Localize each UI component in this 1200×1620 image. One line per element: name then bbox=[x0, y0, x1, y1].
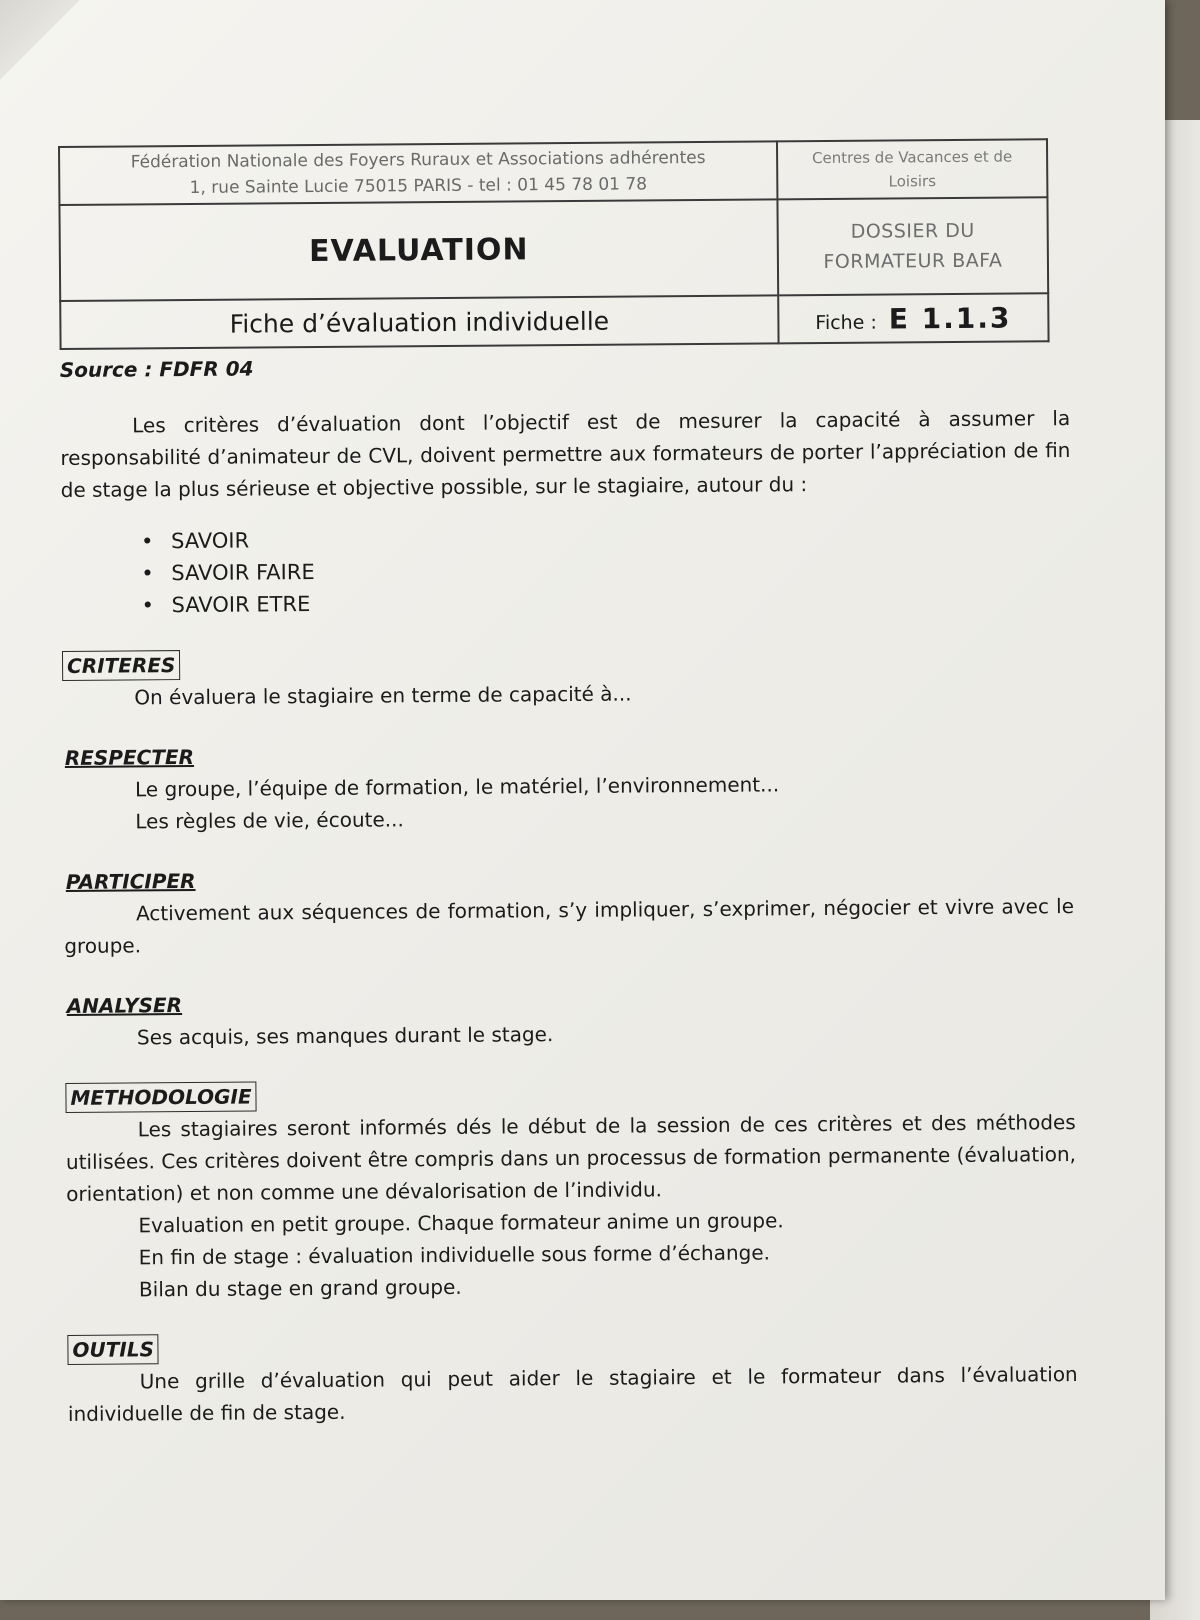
section-heading-criteres: CRITERES bbox=[62, 650, 181, 681]
fiche-label: Fiche : bbox=[815, 311, 877, 334]
methodologie-paragraph: Les stagiaires seront informés dés le début de la session de ces critères et des méthodes utilisées. Ces critères doivent être compris dans un processus de formation permanente (évaluation, orientation) et non comme une dévalorisation de l’individu. bbox=[65, 1110, 1077, 1206]
methodologie-line-2: En fin de stage : évaluation individuelle sous forme d’échange. bbox=[138, 1240, 771, 1270]
outils-text: Une grille d’évaluation qui peut aider le stagiaire et le formateur dans l’évaluation individuelle de fin de stage. bbox=[67, 1362, 1078, 1426]
section-respecter bbox=[63, 734, 1074, 838]
page-corner-fold bbox=[0, 0, 80, 80]
section-heading-analyser: ANALYSER bbox=[66, 993, 183, 1018]
methodologie-line-1: Evaluation en petit groupe. Chaque formateur anime un groupe. bbox=[138, 1208, 784, 1238]
list-item: • SAVOIR FAIRE bbox=[141, 550, 1071, 589]
fiche-title: Fiche d’évaluation individuelle bbox=[60, 295, 778, 349]
section-heading-participer: PARTICIPER bbox=[65, 868, 196, 894]
respecter-line-1: Le groupe, l’équipe de formation, le matériel, l’environnement... bbox=[134, 772, 780, 802]
organization-address: 1, rue Sainte Lucie 75015 PARIS - tel : 01 45 78 01 78 bbox=[189, 174, 648, 198]
section-methodologie bbox=[65, 1074, 1077, 1306]
participer-text: Activement aux séquences de formation, s’y impliquer, s’exprimer, négocier et vivre avec le groupe. bbox=[64, 894, 1075, 958]
dossier-cell bbox=[777, 197, 1048, 295]
bullet-icon: • bbox=[141, 593, 155, 618]
list-item: • SAVOIR bbox=[141, 518, 1071, 557]
fiche-code: E 1.1.3 bbox=[888, 301, 1012, 335]
dossier-line-1: DOSSIER DU bbox=[850, 219, 975, 243]
organization-name: Fédération Nationale des Foyers Ruraux et Associations adhérentes bbox=[130, 147, 706, 173]
document-title: EVALUATION bbox=[59, 199, 778, 301]
list-item: • SAVOIR ETRE bbox=[141, 582, 1071, 621]
dossier-line-2: FORMATEUR BAFA bbox=[823, 249, 1003, 273]
section-participer bbox=[64, 858, 1075, 962]
skills-list bbox=[141, 518, 1072, 621]
header-table bbox=[58, 138, 1050, 350]
section-criteres bbox=[62, 642, 1072, 714]
fiche-number-cell bbox=[778, 293, 1048, 343]
source-line: Source : FDFR 04 bbox=[59, 356, 254, 382]
bullet-icon: • bbox=[141, 529, 154, 554]
organization-cell bbox=[59, 141, 777, 205]
section-heading-methodologie: METHODOLOGIE bbox=[65, 1081, 256, 1113]
section-heading-outils: OUTILS bbox=[67, 1334, 159, 1365]
section-heading-respecter: RESPECTER bbox=[64, 744, 195, 770]
bullet-icon: • bbox=[141, 561, 154, 586]
section-analyser bbox=[65, 982, 1075, 1054]
centres-cell: Centres de Vacances et de Loisirs bbox=[777, 139, 1047, 199]
criteres-text: On évaluera le stagiaire en terme de capacité à... bbox=[134, 681, 632, 710]
intro-paragraph: Les critères d’évaluation dont l’objectif est de mesurer la capacité à assumer la responsabilité d’animateur de CVL, doivent permettre aux formateurs de porter l’appréciation de fin de stage la plus sérieuse et objective possible, sur le stagiaire, autour du : bbox=[60, 406, 1071, 502]
section-outils bbox=[67, 1326, 1078, 1430]
document-content bbox=[58, 138, 1078, 1430]
analyser-text: Ses acquis, ses manques durant le stage. bbox=[136, 1022, 554, 1050]
methodologie-line-3: Bilan du stage en grand groupe. bbox=[138, 1274, 462, 1302]
respecter-line-2: Les règles de vie, écoute... bbox=[135, 807, 404, 834]
